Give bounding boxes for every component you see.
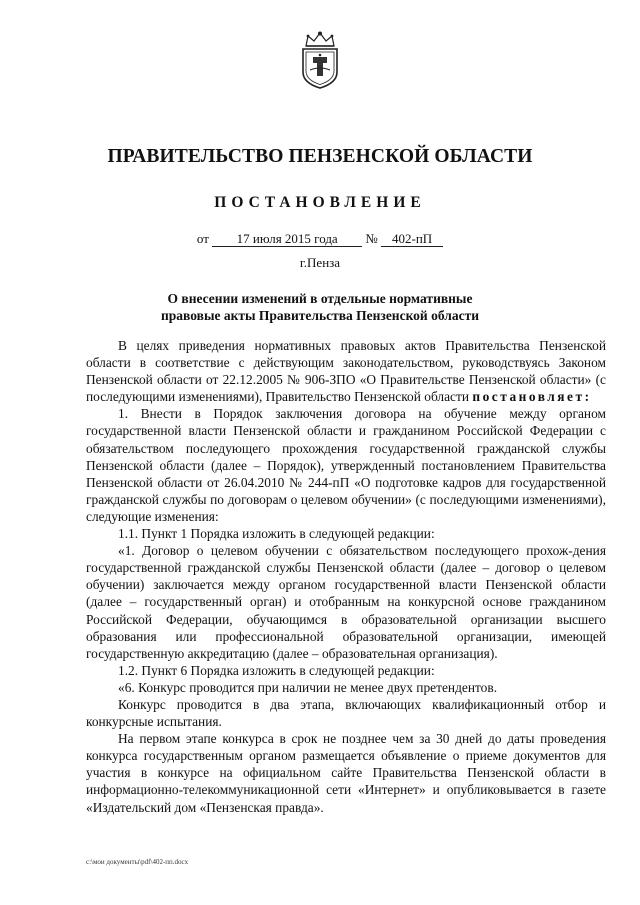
paragraph: «1. Договор о целевом обучении с обязательством последующего прохож-дения государственной гражданской службы Пензенской области (далее – договор о целевом обучении) заключается между органом государственной власти Пензенской области (далее – государственный орган) и отобранным на конкурсной основе гражданином Российской Федерации, обучающимся в образовательной организации высшего образования или профессиональной образовательной организации, имеющей государственную аккредитацию (далее – образовательная организация). <box>86 543 606 661</box>
date-prefix: от <box>196 231 209 246</box>
document-body <box>86 337 606 816</box>
paragraph: Конкурс проводится в два этапа, включающих квалификационный отбор и конкурсные испытания. <box>86 696 606 730</box>
subject-line: О внесении изменений в отдельные нормативные <box>167 291 473 306</box>
document-subject <box>0 290 640 324</box>
document-date: 17 июля 2015 года <box>212 232 362 247</box>
city: г.Пенза <box>299 255 341 270</box>
paragraph-preamble <box>86 337 606 405</box>
file-path-footer: c:\мои документы\pdf\402-пп.docx <box>86 858 189 866</box>
paragraph: 1. Внести в Порядок заключения договора на обучение между органом государственной власти Пензенской области и гражданином Российской Федерации с обязательством последующего прохождения государственной гражданской службы Пензенской области (далее – Порядок), утвержденный постановлением Правительства Пензенской области от 26.04.2010 № 244-пП «О подготовке кадров для государственной гражданской службы по договорам о целевом обучении» (с последующими изменениями), следующие изменения: <box>86 406 606 524</box>
paragraph: «6. Конкурс проводится при наличии не менее двух претендентов. <box>118 679 498 695</box>
decree-word: постановляет: <box>472 389 592 405</box>
paragraph: 1.1. Пункт 1 Порядка изложить в следующей редакции: <box>118 526 435 542</box>
paragraph: 1.2. Пункт 6 Порядка изложить в следующей редакции: <box>118 662 435 678</box>
coat-of-arms-icon <box>298 30 342 90</box>
document-number: 402-пП <box>381 232 443 247</box>
organization-title: ПРАВИТЕЛЬСТВО ПЕНЗЕНСКОЙ ОБЛАСТИ <box>107 146 533 167</box>
subject-line: правовые акты Правительства Пензенской области <box>161 308 479 323</box>
document-type: ПОСТАНОВЛЕНИЕ <box>214 194 426 211</box>
number-prefix: № <box>365 231 378 246</box>
paragraph: На первом этапе конкурса в срок не позднее чем за 30 дней до даты проведения конкурса государственным органом размещается объявление о приеме документов для участия в конкурсе на официальном сайте Правительства Пензенской области в информационно-телекоммуникационной сети «Интернет» и опубликовывается в газете «Издательский дом «Пензенская правда». <box>86 731 606 815</box>
date-number-line <box>0 231 640 247</box>
preamble-text: В целях приведения нормативных правовых актов Правительства Пензенской области в соответствие с действующим законодательством, руководствуясь Законом Пензенской области от 22.12.2005 № 906-ЗПО «О Правительстве Пензенской области» (с последующими изменениями), Правительство Пензенской области <box>86 338 606 405</box>
